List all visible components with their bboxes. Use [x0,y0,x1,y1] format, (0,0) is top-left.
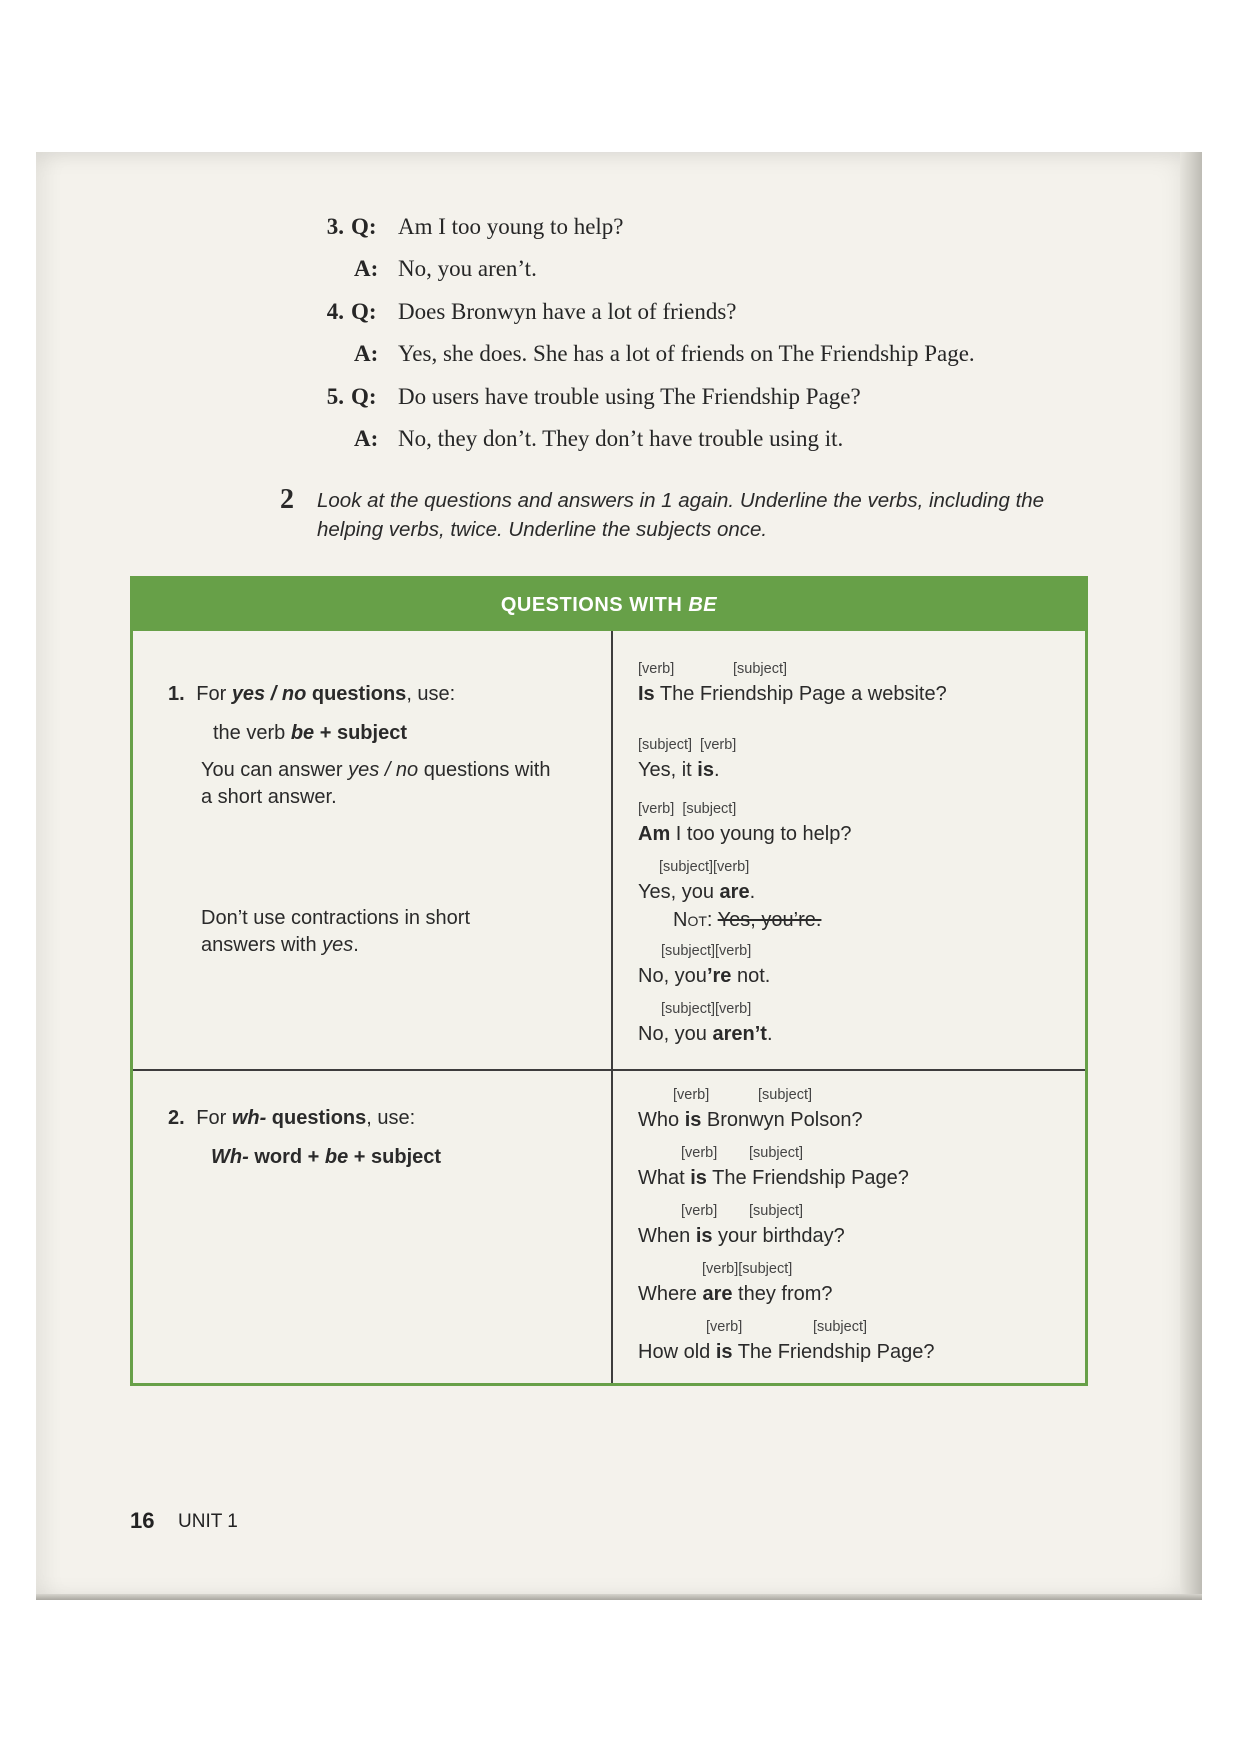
section-1-contraction-note: Don’t use contractions in short answers with yes. [201,907,471,956]
page-number: 16 [130,1508,155,1533]
row-divider [133,1069,1085,1071]
qa-item-number: 3. [326,214,344,239]
rule-text: For wh- questions, use: [196,1107,416,1129]
q-label: Q: [351,299,377,324]
section-1-short-answer-note: You can answer yes / no questions with a short answer. [201,759,551,808]
subject-label: [subject] [749,1145,803,1161]
qa-item-number: 5. [326,384,344,409]
subject-label: [subject] [813,1319,867,1335]
answer-text: No, you aren’t. [398,256,537,281]
example-sentence: Yes, it is. [638,759,720,781]
verb-label: [verb] [638,661,675,677]
q-label: Q: [351,384,377,409]
rule-text: For yes / no questions, use: [196,683,456,705]
page-bottom-edge [36,1594,1202,1600]
chart-header [133,579,1085,631]
question-text: Am I too young to help? [398,214,624,239]
book-spine-shadow [1180,152,1202,1600]
subject-verb-label: [subject][verb] [661,1001,752,1017]
example-sentence: No, you aren’t. [638,1023,773,1045]
example-sentence: Is The Friendship Page a website? [638,683,947,705]
subject-verb-label: [subject][verb] [661,943,752,959]
subject-label: [subject] [758,1087,812,1103]
subject-verb-label: [subject] [verb] [638,737,737,753]
rule-number: 1. [168,683,185,705]
q-label: Q: [351,214,377,239]
section-2-formula: Wh- word + be + subject [211,1146,442,1168]
question-text: Do users have trouble using The Friendship Page? [398,384,861,409]
subject-verb-label: [subject][verb] [659,859,750,875]
example-sentence: Where are they from? [638,1283,833,1305]
question-text: Does Bronwyn have a lot of friends? [398,299,737,324]
verb-subject-label: [verb][subject] [702,1261,793,1277]
subject-label: [subject] [749,1203,803,1219]
unit-label: UNIT 1 [178,1511,238,1532]
rule-number: 2. [168,1107,185,1129]
verb-label: [verb] [681,1145,718,1161]
header-emphasis: BE [688,594,718,616]
answer-text: Yes, she does. She has a lot of friends on The Friendship Page. [398,341,975,366]
subject-label: [subject] [733,661,787,677]
a-label: A: [354,341,379,366]
example-sentence: What is The Friendship Page? [638,1167,909,1189]
verb-label: [verb] [681,1203,718,1219]
section-1-formula: the verb be + subject [213,722,407,744]
a-label: A: [354,256,379,281]
example-sentence: How old is The Friendship Page? [638,1341,935,1363]
example-sentence: Am I too young to help? [638,823,852,845]
verb-label: [verb] [706,1319,743,1335]
example-sentence: When is your birthday? [638,1225,845,1247]
answer-text: No, they don’t. They don’t have trouble using it. [398,426,844,451]
example-sentence: Who is Bronwyn Polson? [638,1109,863,1131]
incorrect-example: Not: Yes, you’re. [673,909,822,931]
header-text: QUESTIONS WITH [500,594,689,616]
section-1-rule [168,681,455,708]
verb-subject-label: [verb] [subject] [638,801,737,817]
instruction-line: Look at the questions and answers in 1 again. Underline the verbs, including the [317,489,1045,512]
exercise-2-instructions [317,486,1077,544]
example-sentence: No, you’re not. [638,965,771,987]
section-2-rule [168,1105,415,1132]
grammar-chart [130,576,1088,1386]
instruction-line: helping verbs, twice. Underline the subjects once. [317,518,768,541]
verb-label: [verb] [673,1087,710,1103]
a-label: A: [354,426,379,451]
exercise-2-number: 2 [280,484,294,515]
example-sentence: Yes, you are. [638,881,756,903]
column-divider [611,631,613,1383]
qa-item-number: 4. [326,299,344,324]
